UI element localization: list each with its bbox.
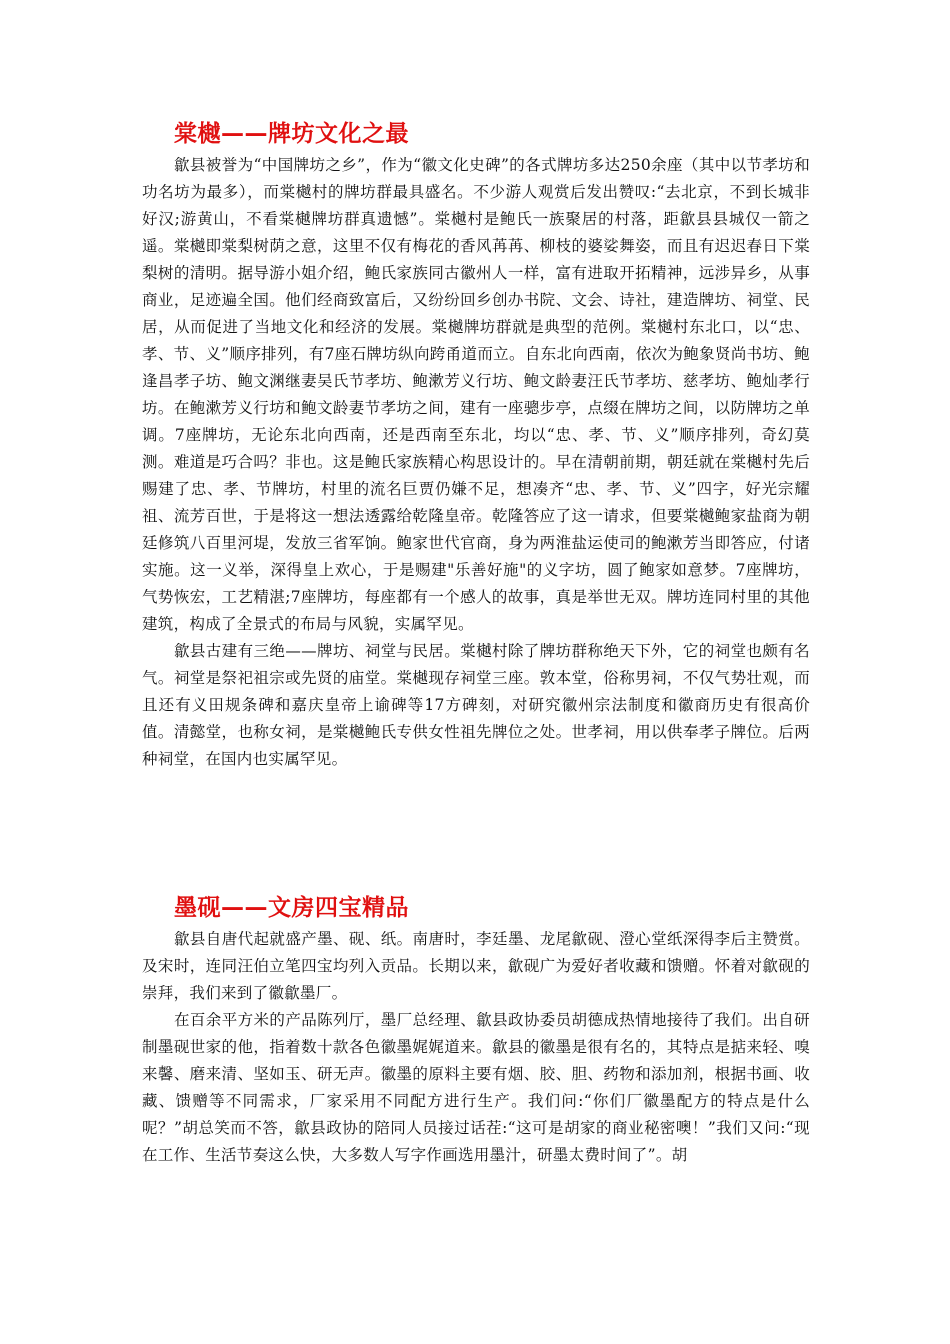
paragraph: 歙县自唐代起就盛产墨、砚、纸。南唐时，李廷墨、龙尾歙砚、澄心堂纸深得李后主赞赏。及宋时，连同汪伯立笔四宝均列入贡品。长期以来，歙砚广为爱好者收藏和馈赠。怀着对歙砚的崇拜，我们来到了徽歙墨厂。 bbox=[142, 930, 810, 1002]
section-title: 墨砚——文房四宝精品 bbox=[174, 895, 409, 921]
paragraph: 歙县古建有三绝——牌坊、祠堂与民居。棠樾村除了牌坊群称绝天下外，它的祠堂也颇有名气。祠堂是祭祀祖宗或先贤的庙堂。棠樾现存祠堂三座。敦本堂，俗称男祠，不仅气势壮观，而且还有义田规条碑和嘉庆皇帝上谕碑等17方碑刻，对研究徽州宗法制度和徽商历史有很高价值。清懿堂，也称女祠，是棠樾鲍氏专供女性祖先牌位之处。世孝祠，用以供奉孝子牌位。后两种祠堂，在国内也实属罕见。 bbox=[142, 642, 810, 768]
article-section-paifang bbox=[142, 116, 810, 773]
paragraph: 歙县被誉为“中国牌坊之乡”，作为“徽文化史碑”的各式牌坊多达250余座（其中以节孝坊和功名坊为最多），而棠樾村的牌坊群最具盛名。不少游人观赏后发出赞叹:“去北京，不到长城非好汉;游黄山，不看棠樾牌坊群真遗憾”。棠樾村是鲍氏一族聚居的村落，距歙县县城仅一箭之遥。棠樾即棠梨树荫之意，这里不仅有梅花的香风苒苒、柳枝的婆娑舞姿，而且有迟迟春日下棠梨树的清明。据导游小姐介绍，鲍氏家族同古徽州人一样，富有进取开拓精神，远涉异乡，从事商业，足迹遍全国。他们经商致富后，又纷纷回乡创办书院、文会、诗社，建造牌坊、祠堂、民居，从而促进了当地文化和经济的发展。棠樾牌坊群就是典型的范例。棠樾村东北口，以“忠、孝、节、义”顺序排列，有7座石牌坊纵向跨甬道而立。自东北向西南，依次为鲍象贤尚书坊、鲍逢昌孝子坊、鲍文渊继妻吴氏节孝坊、鲍漱芳义行坊、鲍文龄妻汪氏节孝坊、慈孝坊、鲍灿孝行坊。在鲍漱芳义行坊和鲍文龄妻节孝坊之间，建有一座骢步亭，点缀在牌坊之间，以防牌坊之单调。7座牌坊，无论东北向西南，还是西南至东北，均以“忠、孝、节、义”顺序排列，奇幻莫测。难道是巧合吗？非也。这是鲍氏家族精心构思设计的。早在清朝前期，朝廷就在棠樾村先后赐建了忠、孝、节牌坊，村里的流名巨贾仍嫌不足，想凑齐“忠、孝、节、义”四字，好光宗耀祖、流芳百世，于是将这一想法透露给乾隆皇帝。乾隆答应了这一请求，但要棠樾鲍家盐商为朝廷修筑八百里河堤，发放三省军饷。鲍家世代官商，身为两淮盐运使司的鲍漱芳当即答应，付诸实施。这一义举，深得皇上欢心，于是赐建"乐善好施"的义字坊，圆了鲍家如意梦。7座牌坊，气势恢宏，工艺精湛;7座牌坊，每座都有一个感人的故事，真是举世无双。牌坊连同村里的其他建筑，构成了全景式的布局与风貌，实属罕见。 bbox=[142, 156, 810, 633]
paragraph: 在百余平方米的产品陈列厅，墨厂总经理、歙县政协委员胡德成热情地接待了我们。出自研制墨砚世家的他，指着数十款各色徽墨娓娓道来。歙县的徽墨是很有名的，其特点是掂来轻、嗅来馨、磨来清、坚如玉、研无声。徽墨的原料主要有烟、胶、胆、药物和添加剂，根据书画、收藏、馈赠等不同需求，厂家采用不同配方进行生产。我们问:“你们厂徽墨配方的特点是什么呢？”胡总笑而不答，歙县政协的陪同人员接过话茬:“这可是胡家的商业秘密噢！”我们又问:“现在工作、生活节奏这么快，大多数人写字作画选用墨汁，研墨太费时间了”。胡 bbox=[142, 1011, 810, 1164]
article-section-moyan bbox=[142, 890, 810, 1169]
section-title: 棠樾——牌坊文化之最 bbox=[174, 121, 409, 147]
